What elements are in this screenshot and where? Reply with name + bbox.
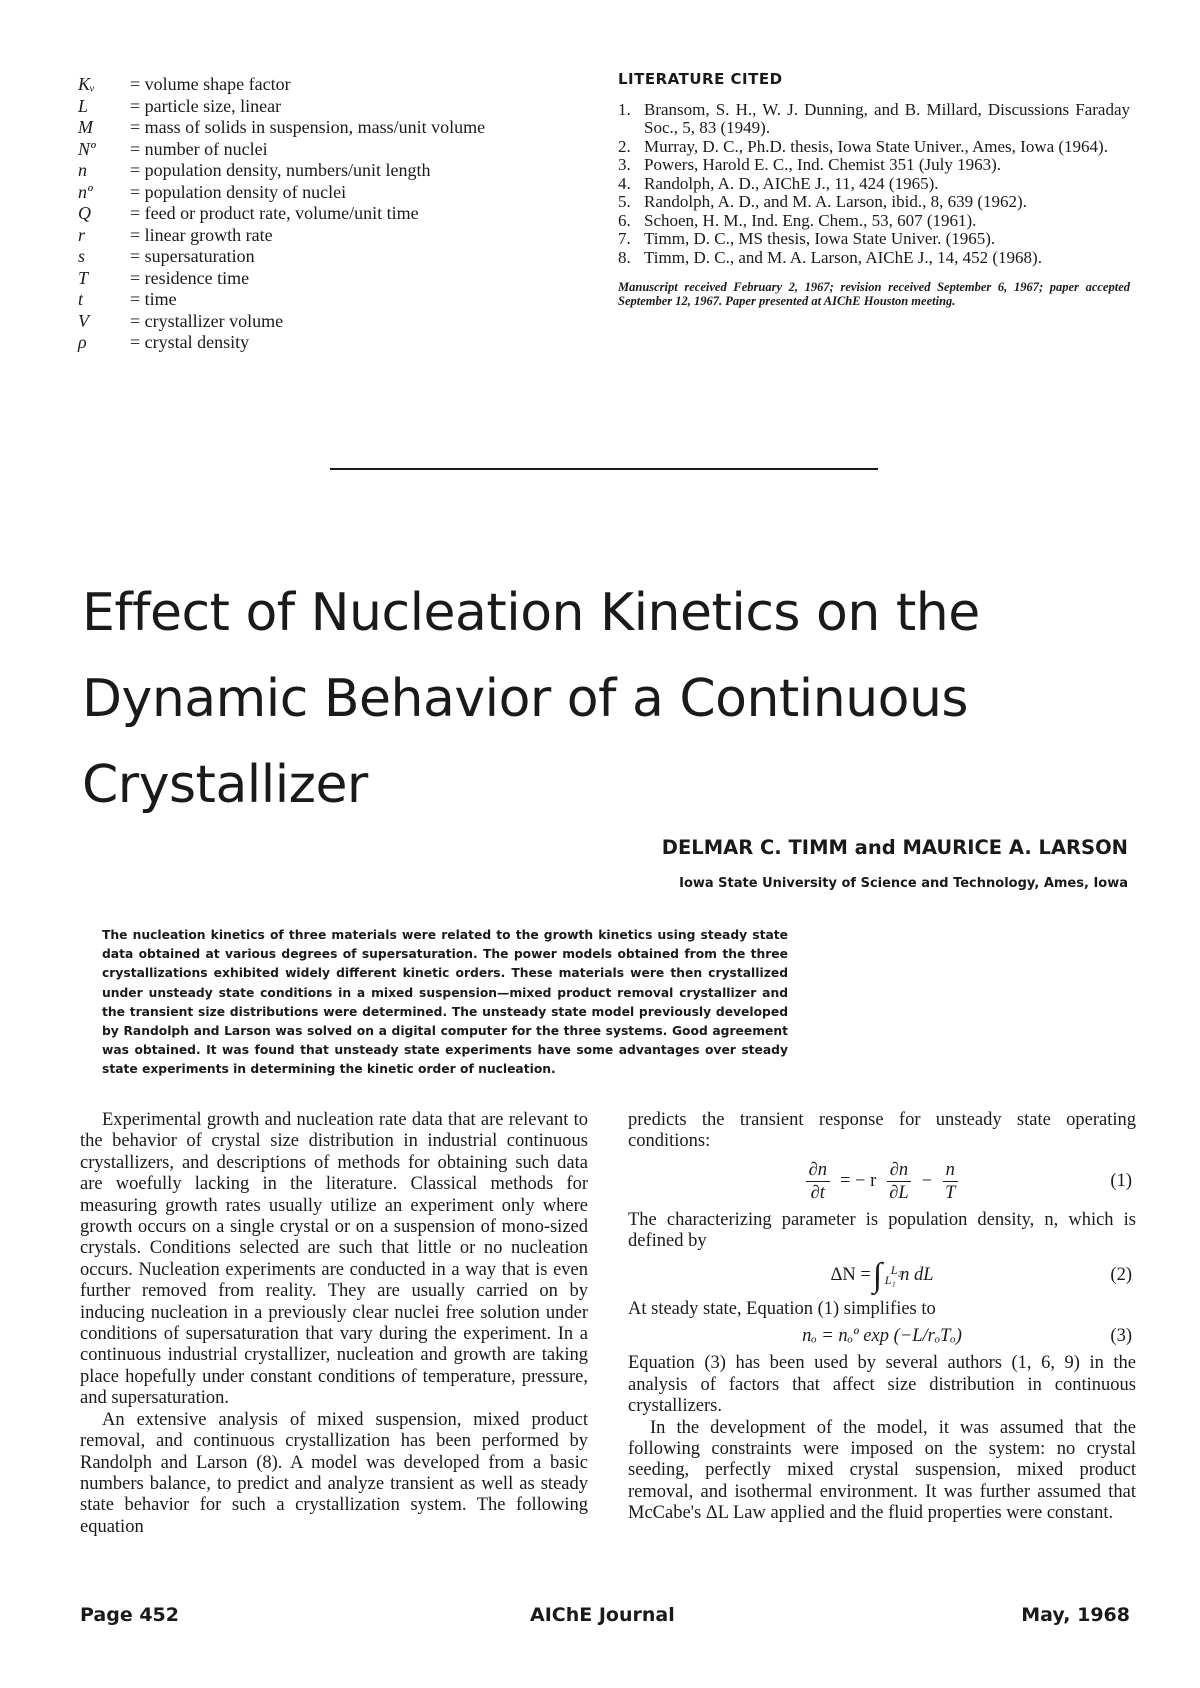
title-line: Crystallizer — [82, 755, 368, 815]
equation-number: (2) — [1110, 1264, 1132, 1285]
title-line: Effect of Nucleation Kinetics on the — [82, 583, 980, 643]
nomenclature-row — [78, 117, 598, 139]
nomenclature-symbol: L — [78, 95, 89, 116]
nomenclature-row — [78, 182, 598, 204]
nomenclature-definition: = crystal density — [130, 332, 250, 352]
equation-lhs: ΔN = — [830, 1264, 871, 1285]
nomenclature-symbol: t — [78, 289, 84, 309]
nomenclature-row — [78, 96, 598, 118]
nomenclature-row — [78, 139, 598, 161]
integral-upper-limit: L₂ — [890, 1262, 902, 1277]
fraction — [942, 1159, 958, 1204]
reference-number: 8. — [618, 247, 631, 267]
equation-number: (1) — [1110, 1170, 1132, 1191]
fraction-denominator: ∂t — [810, 1182, 825, 1203]
nomenclature-row — [78, 225, 598, 247]
literature-heading: LITERATURE CITED — [618, 70, 783, 88]
reference-number: 2. — [618, 136, 631, 156]
reference-item — [618, 230, 1130, 249]
nomenclature-definition: = linear growth rate — [130, 224, 273, 245]
reference-text: Timm, D. C., MS thesis, Iowa State Univer. (1965). — [644, 229, 996, 248]
fraction-numerator: ∂n — [887, 1159, 911, 1182]
nomenclature-symbol: r — [78, 224, 86, 245]
integral-sign: ∫ L₂ L₁ — [873, 1259, 882, 1293]
affiliation: Iowa State University of Science and Technology, Ames, Iowa — [679, 876, 1128, 891]
nomenclature-row — [78, 203, 598, 225]
fraction-denominator: ∂L — [889, 1182, 909, 1203]
reference-item — [618, 193, 1130, 212]
reference-number: 5. — [618, 192, 631, 211]
body-paragraph: The characterizing parameter is population density, n, which is defined by — [628, 1209, 1136, 1252]
nomenclature-row — [78, 268, 598, 290]
equation-body: nₒ = nₒº exp (−L/rₒTₒ) — [802, 1326, 962, 1347]
page-number: Page 452 — [80, 1604, 179, 1626]
nomenclature-row — [78, 74, 598, 96]
article-title — [82, 570, 1132, 828]
body-paragraph: Experimental growth and nucleation rate data that are relevant to the behavior of crystal size distribution in industrial continuous crystallizers, and descriptions of methods for obtaining such data are woefully lacking in the literature. Classical methods for measuring growth rates usually utilize an experiment only where growth occurs on a single crystal or on a suspension of mono-sized crystals. Conditions selected are such that little or no nucleation occurs. Nucleation experiments are conducted in a way that is even further removed from reality. They are usually carried on by inducing nucleation in a previously clear nuclei free solution under conditions of supersaturation that vary during the experiment. In a continuous industrial crystallizer, nucleation and growth are taking place hopefully under constant conditions of temperature, pressure, and supersaturation. — [80, 1110, 588, 1409]
reference-item — [618, 212, 1130, 231]
nomenclature-symbol: Nº — [78, 138, 96, 159]
integral-lower-limit: L₁ — [884, 1272, 896, 1287]
nomenclature-definition: = volume shape factor — [130, 74, 291, 94]
nomenclature-symbol: n — [78, 160, 87, 180]
nomenclature-definition: = population density, numbers/unit length — [130, 160, 431, 180]
section-divider — [330, 468, 878, 470]
reference-text: Murray, D. C., Ph.D. thesis, Iowa State Univer., Ames, Iowa (1964). — [644, 136, 1108, 156]
reference-text: Timm, D. C., and M. A. Larson, AIChE J., 14, 452 (1968). — [644, 247, 1042, 267]
nomenclature-definition: = residence time — [130, 267, 250, 288]
abstract: The nucleation kinetics of three materials were related to the growth kinetics using steady state data obtained at various degrees of supersaturation. The power models obtained from the three crystallizations exhibited widely different kinetic orders. These materials were then crystallized under unsteady state conditions in a mixed suspension—mixed product removal crystallizer and the transient size distributions were determined. The unsteady state model previously developed by Randolph and Larson was solved on a digital computer for the three systems. Good agreement was obtained. It was found that unsteady state experiments have some advantages over steady state experiments in determining the kinetic order of nucleation. — [102, 928, 788, 1077]
integrand: n dL — [900, 1264, 934, 1285]
nomenclature-row — [78, 289, 598, 311]
equation-2 — [628, 1256, 1136, 1294]
literature-cited — [618, 70, 1130, 308]
nomenclature-definition: = population density of nuclei — [130, 181, 347, 202]
nomenclature-symbol: M — [78, 117, 93, 137]
reference-text: Schoen, H. M., Ind. Eng. Chem., 53, 607 (1961). — [644, 210, 977, 230]
reference-item — [618, 156, 1130, 175]
nomenclature-symbol: nº — [78, 181, 93, 202]
nomenclature-row — [78, 311, 598, 333]
fraction — [886, 1159, 911, 1204]
nomenclature-symbol: T — [78, 267, 89, 288]
reference-item — [618, 101, 1130, 138]
fraction-numerator: n — [943, 1159, 958, 1182]
equation-operator: − — [921, 1170, 933, 1191]
reference-item — [618, 138, 1130, 157]
title-line: Dynamic Behavior of a Continuous — [82, 669, 969, 729]
fraction-numerator: ∂n — [806, 1159, 830, 1182]
nomenclature-row — [78, 160, 598, 182]
body-paragraph: At steady state, Equation (1) simplifies to — [628, 1298, 936, 1319]
reference-number: 3. — [618, 155, 631, 174]
equation-operator: = − r — [839, 1170, 877, 1191]
nomenclature-definition: = feed or product rate, volume/unit time — [130, 203, 419, 223]
body-column-left — [80, 1110, 588, 1538]
nomenclature-list — [78, 74, 598, 354]
authors: DELMAR C. TIMM and MAURICE A. LARSON — [661, 836, 1128, 859]
reference-number: 7. — [618, 229, 631, 248]
body-column-right — [628, 1110, 1136, 1525]
body-paragraph: In the development of the model, it was assumed that the following constraints were imposed on the system: no crystal seeding, perfectly mixed crystal suspension, mixed product removal, and isothermal environment. It was further assumed that McCabe's ΔL Law applied and the fluid properties were constant. — [628, 1417, 1136, 1524]
nomenclature-definition: = supersaturation — [130, 246, 255, 266]
body-paragraph: predicts the transient response for unsteady state operating conditions: — [628, 1110, 1136, 1152]
nomenclature-definition: = time — [130, 289, 177, 309]
nomenclature-symbol: ρ — [78, 332, 87, 352]
nomenclature-definition: = particle size, linear — [130, 95, 282, 116]
equation-1 — [628, 1159, 1136, 1204]
journal-name: AIChE Journal — [530, 1604, 675, 1626]
reference-number: 6. — [618, 210, 631, 230]
reference-text: Powers, Harold E. C., Ind. Chemist 351 (July 1963). — [644, 155, 1001, 174]
reference-item — [618, 249, 1130, 268]
reference-text: Randolph, A. D., and M. A. Larson, ibid., 8, 639 (1962). — [644, 192, 1027, 211]
nomenclature-definition: = mass of solids in suspension, mass/unit volume — [130, 117, 486, 137]
nomenclature-symbol: Kᵥ — [78, 74, 96, 94]
nomenclature-row — [78, 332, 598, 354]
nomenclature-symbol: V — [78, 310, 89, 331]
manuscript-note: Manuscript received February 2, 1967; revision received September 6, 1967; paper accepted September 12, 1967. Paper presented at AIChE Houston meeting. — [618, 280, 1130, 308]
issue-date: May, 1968 — [1021, 1604, 1130, 1626]
body-paragraph: An extensive analysis of mixed suspension, mixed product removal, and continuous crystallization has been performed by Randolph and Larson (8). A model was developed from a basic numbers balance, to predict and analyze transient as well as steady state behavior for such a crystallization system. The following equation — [80, 1409, 588, 1537]
fraction-denominator: T — [945, 1182, 956, 1203]
equation-3 — [628, 1326, 1136, 1347]
reference-number: 1. — [618, 99, 631, 119]
nomenclature-row — [78, 246, 598, 268]
fraction — [806, 1159, 830, 1204]
nomenclature-definition: = crystallizer volume — [130, 310, 284, 331]
reference-text: Randolph, A. D., AIChE J., 11, 424 (1965). — [644, 173, 939, 193]
equation-number: (3) — [1110, 1326, 1132, 1347]
reference-item — [618, 175, 1130, 194]
nomenclature-definition: = number of nuclei — [130, 138, 268, 159]
nomenclature-symbol: s — [78, 246, 86, 266]
reference-text: Bransom, S. H., W. J. Dunning, and B. Millard, Discussions Faraday Soc., 5, 83 (1949). — [644, 99, 1130, 137]
body-paragraph: Equation (3) has been used by several authors (1, 6, 9) in the analysis of factors that affect size distribution in continuous crystallizers. — [628, 1353, 1136, 1417]
nomenclature-symbol: Q — [78, 203, 91, 223]
reference-number: 4. — [618, 173, 631, 193]
